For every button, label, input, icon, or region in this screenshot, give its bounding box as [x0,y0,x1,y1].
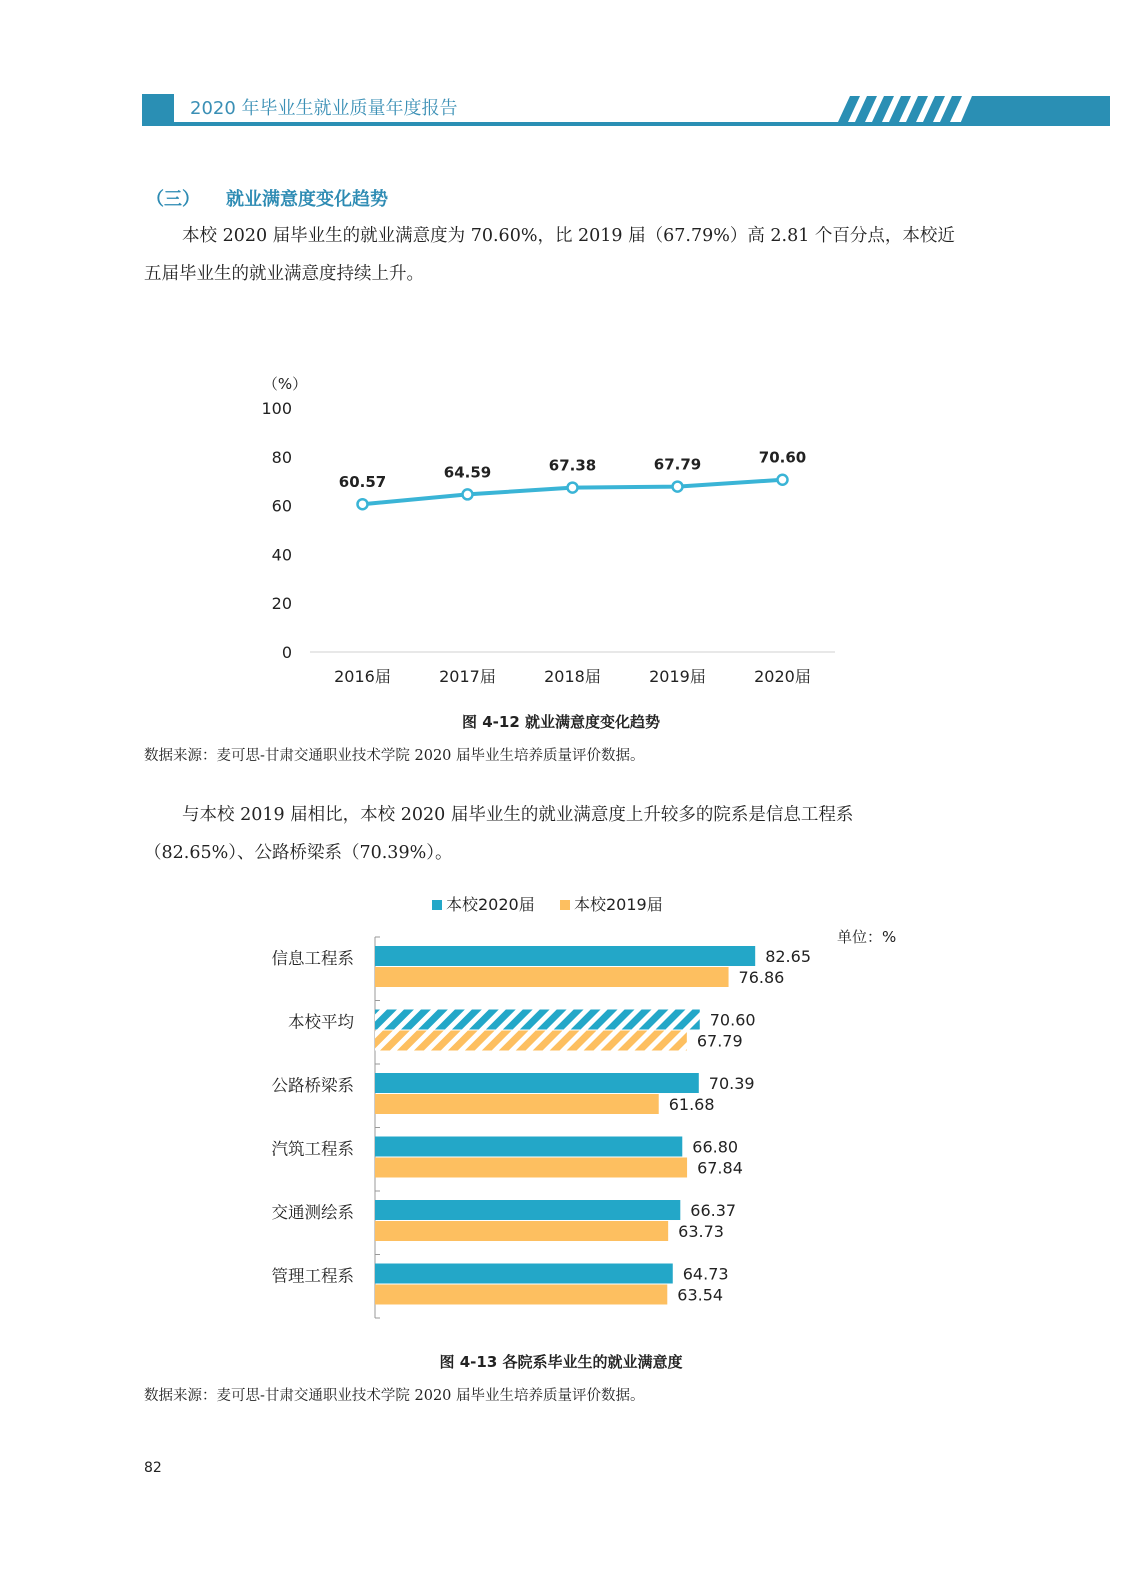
y-tick-label: 100 [261,399,292,418]
data-label: 67.38 [548,456,597,475]
section-heading [146,185,388,211]
legend-swatch [432,900,442,910]
y-tick-label: 80 [271,447,292,467]
category-label: 信息工程系 [271,948,354,968]
paragraph-2: 与本校 2019 届相比，本校 2020 届毕业生的就业满意度上升较多的院系是信息工程系（82.65%）、公路桥梁系（70.39%）。 [144,805,854,863]
y-tick-label: 40 [271,545,292,565]
bar [375,1094,659,1114]
figure2-caption: 图 4-13 各院系毕业生的就业满意度 [439,1353,683,1371]
page-number: 82 [144,1460,162,1476]
section-number: （三） [146,189,200,210]
y-tick-label: 60 [271,496,292,516]
bar [375,946,755,966]
bar-value-label: 76.86 [738,968,785,987]
figure1-caption: 图 4-12 就业满意度变化趋势 [462,713,660,731]
bar [375,1031,687,1051]
page-header [142,92,1110,126]
section-title-text: 就业满意度变化趋势 [226,189,388,210]
x-tick-label: 2016届 [334,667,391,686]
bar-value-label: 67.84 [697,1158,743,1178]
header-title: 2020 年毕业生就业质量年度报告 [190,98,458,119]
figure1-source: 数据来源：麦可思-甘肃交通职业技术学院 2020 届毕业生培养质量评价数据。 [144,748,645,764]
bar-value-label: 63.54 [677,1285,724,1305]
category-label: 管理工程系 [271,1266,354,1286]
bar-value-label: 61.68 [668,1095,715,1114]
bar-value-label: 67.79 [696,1031,743,1051]
bar [375,967,729,987]
legend-label: 本校2019届 [574,895,663,914]
x-tick-label: 2017届 [439,667,496,686]
bar-value-label: 63.73 [678,1222,724,1241]
bar-value-label: 70.60 [709,1010,756,1030]
category-label: 汽筑工程系 [271,1139,354,1159]
bar-value-label: 64.73 [682,1264,729,1284]
bar [375,1158,687,1178]
y-tick-label: 0 [281,643,292,662]
x-tick-label: 2018届 [544,667,601,686]
data-label: 67.79 [653,455,702,474]
bar [375,1073,699,1093]
category-label: 交通测绘系 [271,1202,354,1222]
x-tick-label: 2020届 [754,667,811,686]
y-axis-unit-label: （%） [262,375,308,393]
bar [375,1137,682,1157]
category-label: 公路桥梁系 [271,1075,354,1095]
header-stripe-decoration [832,94,1110,124]
data-point [568,483,578,493]
data-label: 70.60 [758,448,807,467]
data-point [463,489,473,499]
bar-value-label: 66.37 [690,1201,737,1220]
bar-chart [240,885,940,1330]
category-label: 本校平均 [288,1012,354,1032]
bar [375,1010,700,1030]
data-point [358,499,368,509]
line-chart [240,365,860,700]
data-point [673,482,683,492]
bar-value-label: 70.39 [708,1074,755,1093]
bar-value-label: 82.65 [765,947,812,966]
x-tick-label: 2019届 [649,667,706,686]
bar [375,1285,667,1305]
data-label: 60.57 [338,473,387,492]
bar [375,1264,673,1284]
bar [375,1200,680,1220]
legend-swatch [560,900,570,910]
legend-label: 本校2020届 [446,895,535,914]
data-point [778,475,788,485]
data-label: 64.59 [443,463,492,482]
figure2-source: 数据来源：麦可思-甘肃交通职业技术学院 2020 届毕业生培养质量评价数据。 [144,1388,645,1404]
y-tick-label: 20 [271,594,292,614]
bar [375,1221,668,1241]
unit-label: 单位：% [837,928,897,946]
bar-value-label: 66.80 [692,1137,739,1157]
paragraph-1: 本校 2020 届毕业生的就业满意度为 70.60%，比 2019 届（67.79%）高 2.81 个百分点，本校近五届毕业生的就业满意度持续上升。 [144,226,955,284]
